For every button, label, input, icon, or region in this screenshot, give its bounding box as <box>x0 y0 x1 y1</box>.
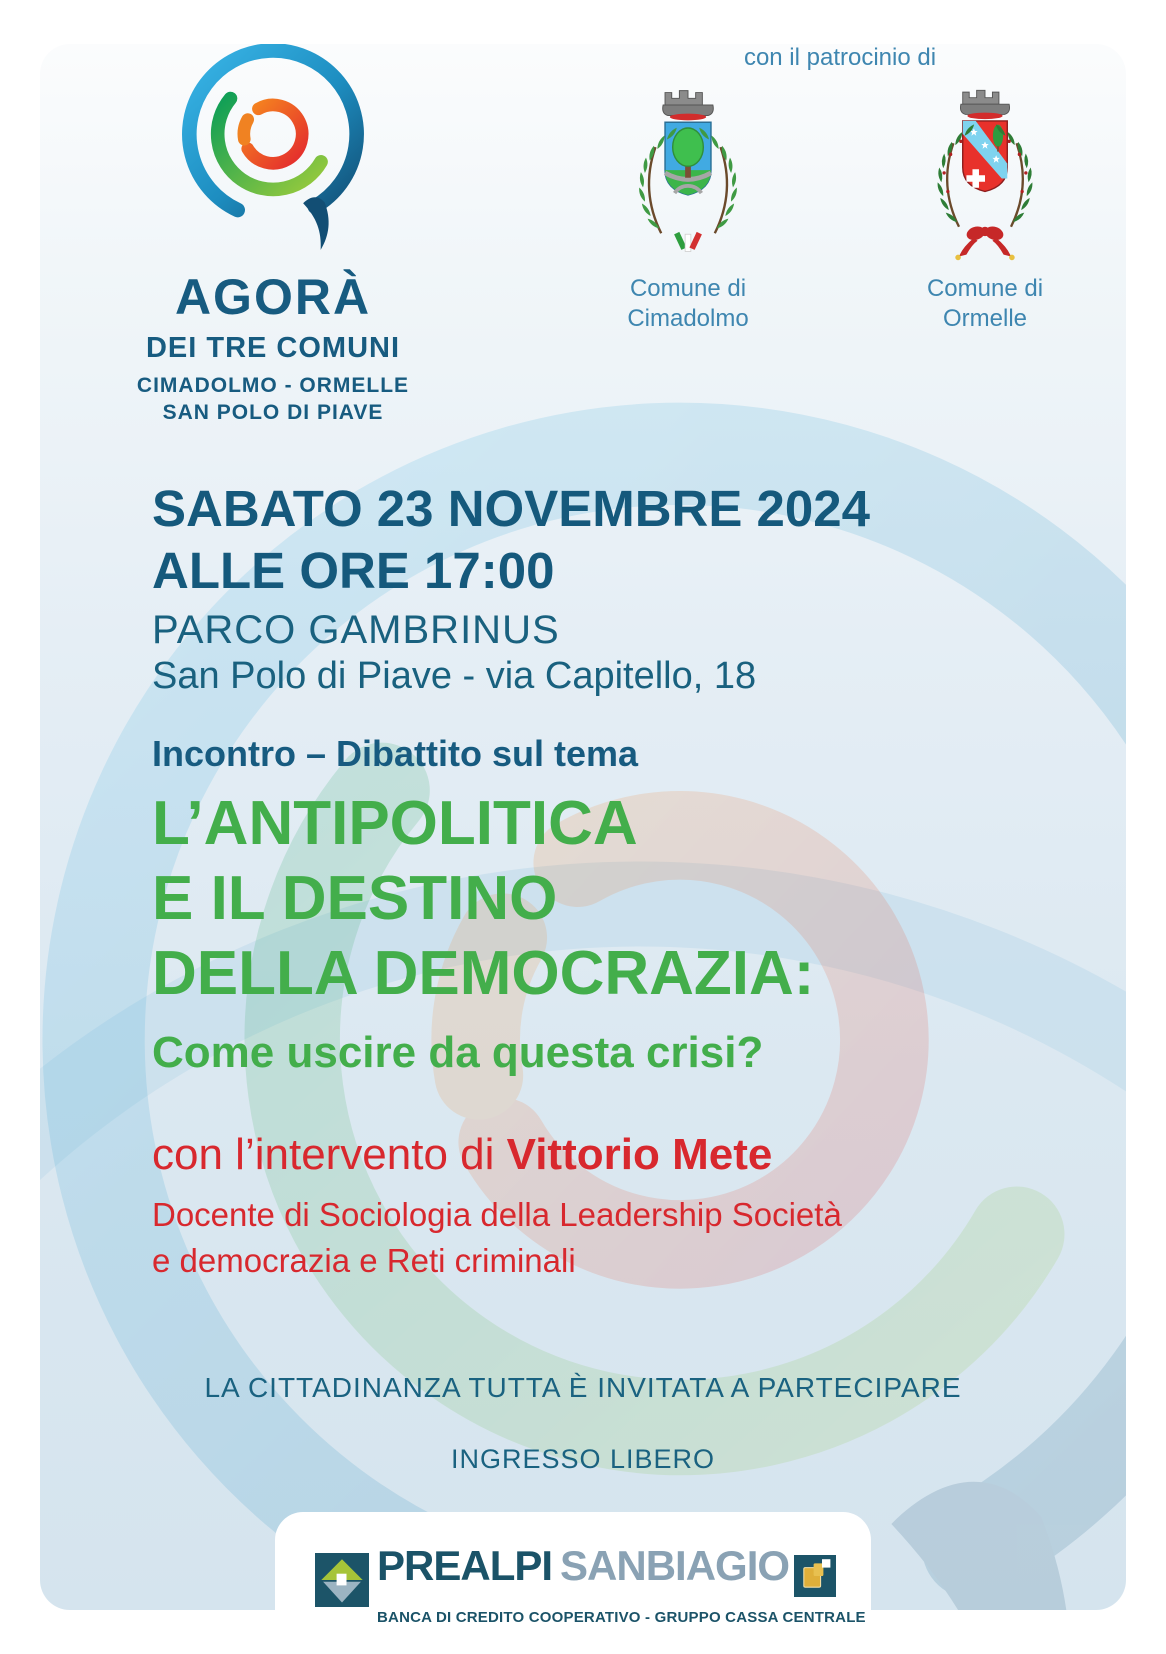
ormelle-label-line1: Comune di <box>926 275 1044 302</box>
event-time-line: ALLE ORE 17:00 <box>152 542 555 599</box>
event-title-line3: DELLA DEMOCRAZIA: <box>152 939 815 1008</box>
sponsor-name <box>377 1542 789 1590</box>
event-date <box>152 478 870 602</box>
sponsor-tagline: BANCA DI CREDITO COOPERATIVO - GRUPPO CASSA CENTRALE <box>377 1609 866 1626</box>
event-title <box>152 786 814 1011</box>
brand-line3: CIMADOLMO - ORMELLE <box>136 374 410 397</box>
sponsor-name-prealpi: PREALPI <box>377 1542 553 1589</box>
brand-title: AGORÀ <box>174 269 372 325</box>
event-subtitle: Come uscire da questa crisi? <box>152 1028 764 1077</box>
speaker-role-line2: e democrazia e Reti criminali <box>152 1242 576 1279</box>
event-title-line1: L’ANTIPOLITICA <box>152 789 638 858</box>
patronage-label: con il patrocinio di <box>743 44 937 71</box>
sanbiagio-mark-icon <box>794 1555 836 1597</box>
municipality-cimadolmo <box>613 80 763 334</box>
cimadolmo-crest-icon <box>621 80 755 264</box>
sponsor-name-sanbiagio: SANBIAGIO <box>560 1542 790 1589</box>
speaker-line <box>152 1130 772 1180</box>
brand-line4: SAN POLO DI PIAVE <box>162 401 384 424</box>
speaker-role-line1: Docente di Sociologia della Leadership Società <box>152 1196 842 1233</box>
event-address: San Polo di Piave - via Capitello, 18 <box>152 655 757 697</box>
ormelle-crest-icon <box>920 80 1050 264</box>
admission-line: INGRESSO LIBERO <box>450 1444 716 1474</box>
invite-line: LA CITTADINANZA TUTTA È INVITATA A PARTECIPARE <box>204 1372 962 1403</box>
agora-wordmark <box>93 268 453 425</box>
poster-panel <box>40 44 1126 1610</box>
prealpi-diamond-icon <box>315 1553 369 1607</box>
municipality-ormelle <box>910 80 1060 334</box>
ormelle-label-line2: Ormelle <box>942 305 1027 332</box>
sponsor-card <box>275 1512 871 1654</box>
cimadolmo-label-line1: Comune di <box>629 275 747 302</box>
event-date-line: SABATO 23 NOVEMBRE 2024 <box>152 480 871 537</box>
speaker-intro: con l’intervento di <box>152 1130 507 1179</box>
speaker-name: Vittorio Mete <box>506 1130 773 1179</box>
event-title-line2: E IL DESTINO <box>152 864 558 933</box>
cimadolmo-label-line2: Cimadolmo <box>627 305 749 332</box>
event-kind: Incontro – Dibattito sul tema <box>152 733 639 774</box>
brand-line2: DEI TRE COMUNI <box>145 332 401 364</box>
agora-logo-swirl-icon <box>166 44 380 251</box>
event-venue: PARCO GAMBRINUS <box>152 608 560 652</box>
